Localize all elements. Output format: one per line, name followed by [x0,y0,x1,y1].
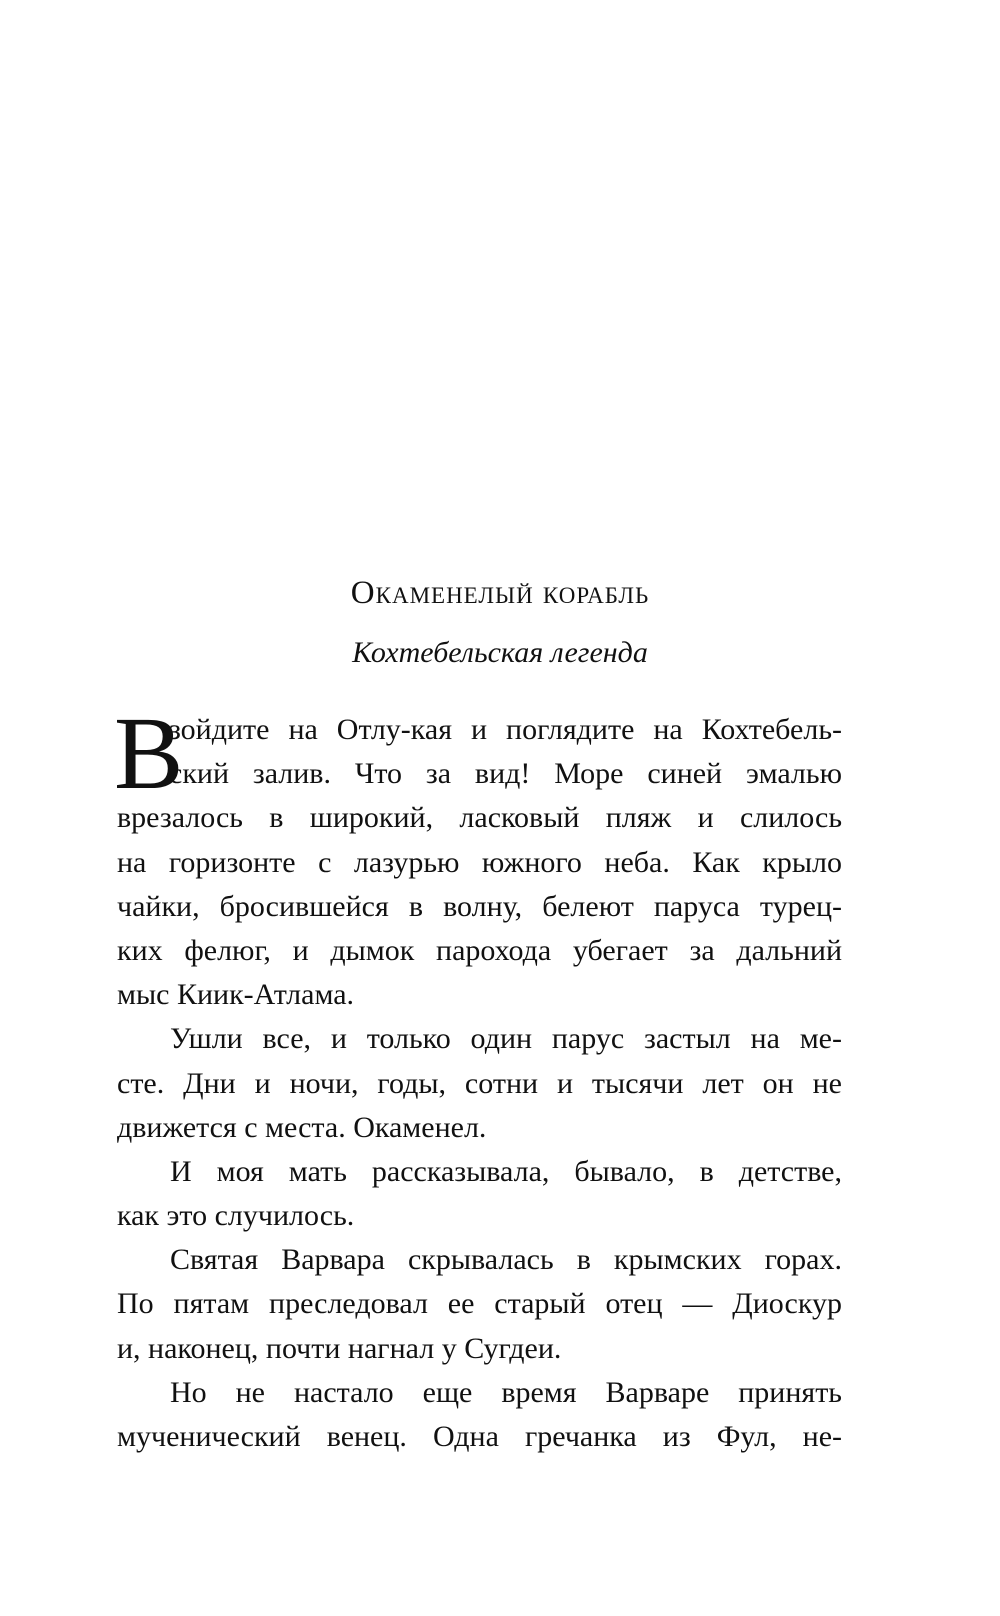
text-line: зойдите на Отлу-кая и поглядите на Кохтебель- [169,713,842,746]
text-line: чайки, бросившейся в волну, белеют паруса турец- [117,889,842,923]
chapter-subtitle: Кохтебельская легенда [352,636,648,669]
text-line: сте. Дни и ночи, годы, сотни и тысячи лет он не [117,1066,842,1100]
text-line: ский залив. Что за вид! Море синей эмалью [169,757,842,791]
text-line: как это случилось. [117,1199,355,1233]
text-line: Ушли все, и только один парус застыл на ме- [170,1022,842,1056]
text-line: По пятам преследовал ее старый отец — Диоскур [117,1287,842,1321]
text-line: врезалось в широкий, ласковый пляж и слилось [117,801,842,835]
text-line: и, наконец, почти нагнал у Сугдеи. [117,1331,562,1365]
text-line: И моя мать рассказывала, бывало, в детстве, [170,1154,842,1188]
text-line: мученический венец. Одна гречанка из Фул, не- [117,1420,842,1453]
chapter-title: Окаменелый корабль [350,575,650,611]
text-line: Святая Варвара скрывалась в крымских горах. [170,1243,842,1277]
text-line: мыс Киик-Атлама. [117,978,355,1012]
chapter-text [114,696,842,1459]
text-line: ких фелюг, и дымок парохода убегает за дальний [117,933,842,967]
drop-cap: В [114,696,184,811]
text-line: на горизонте с лазурью южного неба. Как крыло [117,845,842,879]
text-line: Но не настало еще время Варваре принять [170,1375,842,1409]
text-line: движется с места. Окаменел. [117,1110,487,1144]
